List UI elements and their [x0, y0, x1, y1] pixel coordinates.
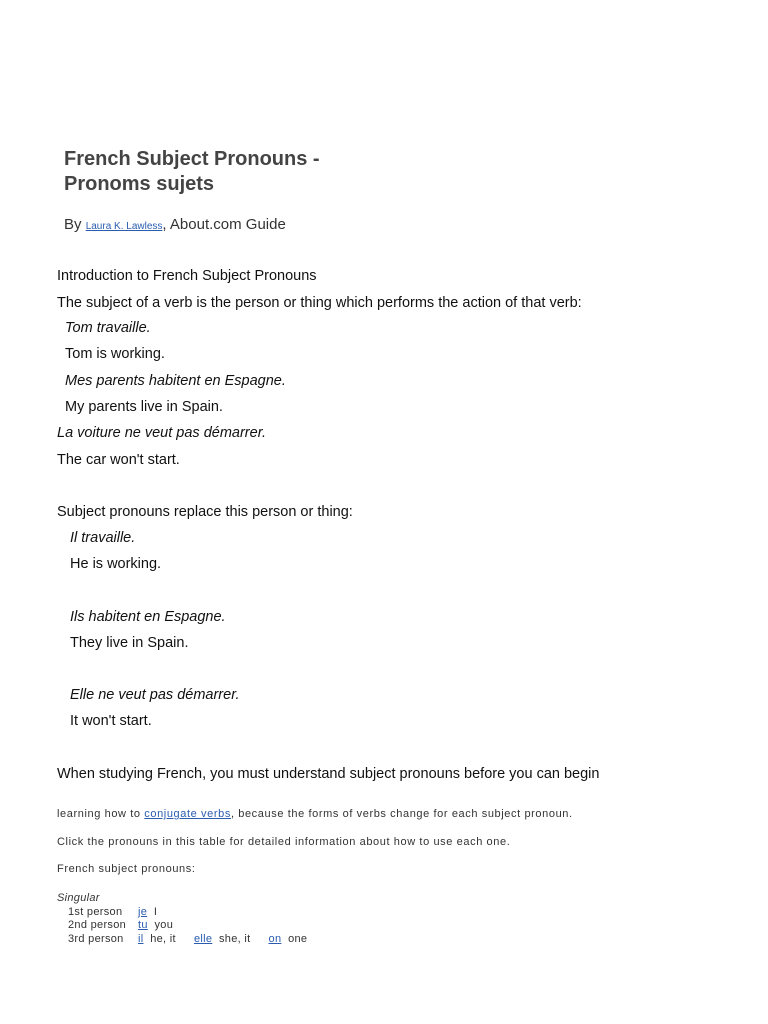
click-text: Click the pronouns in this table for detailed information about how to use each one. — [57, 836, 511, 848]
person-label: 2nd person — [68, 919, 127, 931]
pronoun-link-je[interactable]: je — [138, 905, 148, 918]
example-french: Tom travaille. — [65, 320, 151, 336]
conjugate-verbs-link[interactable]: conjugate verbs — [144, 808, 231, 820]
person-label: 1st person — [68, 905, 123, 918]
pronoun-translation: he, it — [150, 932, 176, 945]
replace-intro: Subject pronouns replace this person or thing: — [57, 504, 353, 520]
title-line-1: French Subject Pronouns - — [64, 148, 320, 170]
studying-text: When studying French, you must understand subject pronouns before you can begin — [57, 766, 600, 782]
example-english: Tom is working. — [65, 346, 165, 362]
replaced-english: They live in Spain. — [70, 635, 189, 651]
pronoun-translation: I — [153, 905, 158, 918]
author-link[interactable]: Laura K. Lawless — [85, 221, 163, 232]
pronoun-translation: one — [288, 932, 308, 945]
table-label: French subject pronouns: — [57, 863, 196, 875]
replaced-french: Ils habitent en Espagne. — [70, 609, 226, 625]
learning-prefix: learning how to — [57, 808, 145, 820]
byline-suffix: , About.com Guide — [162, 216, 286, 233]
replaced-french: Elle ne veut pas démarrer. — [70, 687, 240, 703]
pronoun-translation: she, it — [219, 932, 251, 945]
replaced-english: He is working. — [70, 556, 162, 572]
example-french: Mes parents habitent en Espagne. — [65, 373, 286, 389]
pronoun-translation: you — [154, 919, 174, 931]
person-label: 3rd person — [68, 932, 124, 945]
intro-heading: Introduction to French Subject Pronouns — [57, 268, 317, 284]
learning-text — [57, 808, 573, 820]
example-french: La voiture ne veut pas démarrer. — [57, 425, 267, 441]
example-english: My parents live in Spain. — [65, 399, 223, 415]
pronoun-link-il[interactable]: il — [138, 932, 144, 945]
byline-prefix: By — [64, 216, 86, 233]
table-heading: Singular — [57, 892, 100, 904]
replaced-french: Il travaille. — [70, 530, 136, 546]
replaced-english: It won't start. — [70, 713, 152, 729]
table-row — [57, 933, 315, 947]
pronoun-link-elle[interactable]: elle — [193, 932, 213, 945]
pronoun-link-on[interactable]: on — [268, 932, 282, 945]
pronoun-link-tu[interactable]: tu — [138, 919, 148, 931]
example-english: The car won't start. — [57, 452, 180, 468]
title-line-2: Pronoms sujets — [64, 173, 215, 195]
table-row — [57, 906, 315, 920]
pronoun-table — [57, 892, 315, 946]
page-title — [64, 147, 664, 197]
intro-definition: The subject of a verb is the person or thing which performs the action of that verb: — [57, 295, 582, 311]
byline — [64, 216, 286, 233]
learning-suffix: , because the forms of verbs change for each subject pronoun. — [230, 808, 573, 820]
table-row — [57, 919, 315, 933]
